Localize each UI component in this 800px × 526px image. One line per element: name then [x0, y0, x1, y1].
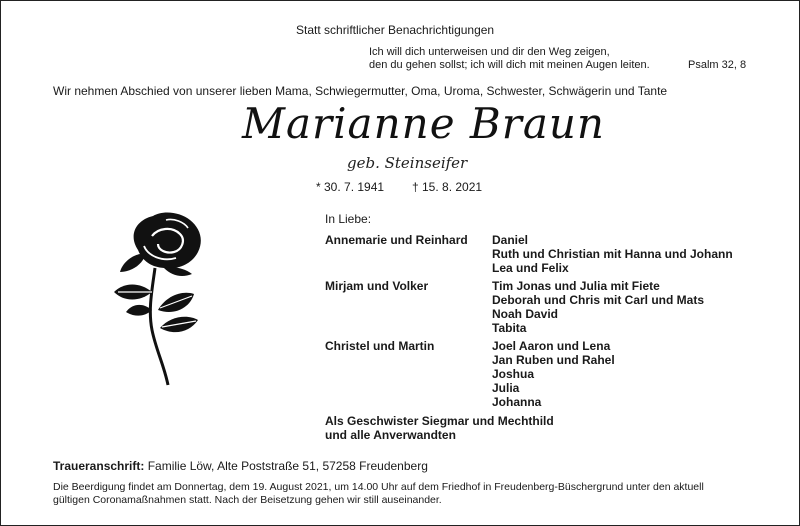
funeral-info-line-2: gültigen Coronamaßnahmen statt. Nach der Beisetzung gehen wir still auseinander.	[53, 494, 442, 506]
mourners-heading: In Liebe:	[325, 212, 372, 226]
address-line	[53, 459, 428, 473]
deceased-name: Marianne Braun	[242, 99, 605, 148]
family-child: Tabita	[492, 321, 527, 335]
family-child: Jan Ruben und Rahel	[492, 353, 615, 367]
address-label: Traueranschrift:	[53, 459, 145, 473]
funeral-info-line-1: Die Beerdigung findet am Donnertag, dem 19. August 2021, um 14.00 Uhr auf dem Friedhof in Freudenberg-Büschergrund unter den aktuell	[53, 481, 704, 493]
siblings-line: Als Geschwister Siegmar und Mechthild	[325, 414, 554, 428]
verse-line-1: Ich will dich unterweisen und dir den Weg zeigen,	[369, 46, 610, 58]
birth-date: * 30. 7. 1941	[316, 180, 385, 194]
family-child: Deborah und Chris mit Carl und Mats	[492, 293, 705, 307]
family-parents: Mirjam und Volker	[325, 279, 429, 293]
family-child: Johanna	[492, 395, 542, 409]
family-parents: Christel und Martin	[325, 339, 435, 353]
family-child: Noah David	[492, 307, 559, 321]
verse-reference: Psalm 32, 8	[688, 59, 747, 71]
family-child: Lea und Felix	[492, 261, 569, 275]
death-date: † 15. 8. 2021	[412, 180, 483, 194]
family-child: Ruth und Christian mit Hanna und Johann	[492, 247, 733, 261]
relatives-line: und alle Anverwandten	[325, 428, 456, 442]
rose-icon	[108, 210, 228, 390]
family-child: Julia	[492, 381, 520, 395]
intro-text: Wir nehmen Abschied von unserer lieben Mama, Schwiegermutter, Oma, Uroma, Schwester, Schwägerin und Tante	[53, 84, 668, 98]
family-child: Daniel	[492, 233, 529, 247]
verse-line-2: den du gehen sollst; ich will dich mit meinen Augen leiten.	[369, 59, 650, 71]
address-value: Familie Löw, Alte Poststraße 51, 57258 Freudenberg	[147, 459, 428, 473]
notice-text: Statt schriftlicher Benachrichtigungen	[296, 23, 495, 37]
family-child: Joshua	[492, 367, 535, 381]
maiden-name: geb. Steinseifer	[347, 154, 468, 172]
family-child: Joel Aaron und Lena	[492, 339, 611, 353]
family-child: Tim Jonas und Julia mit Fiete	[492, 279, 660, 293]
family-parents: Annemarie und Reinhard	[325, 233, 468, 247]
